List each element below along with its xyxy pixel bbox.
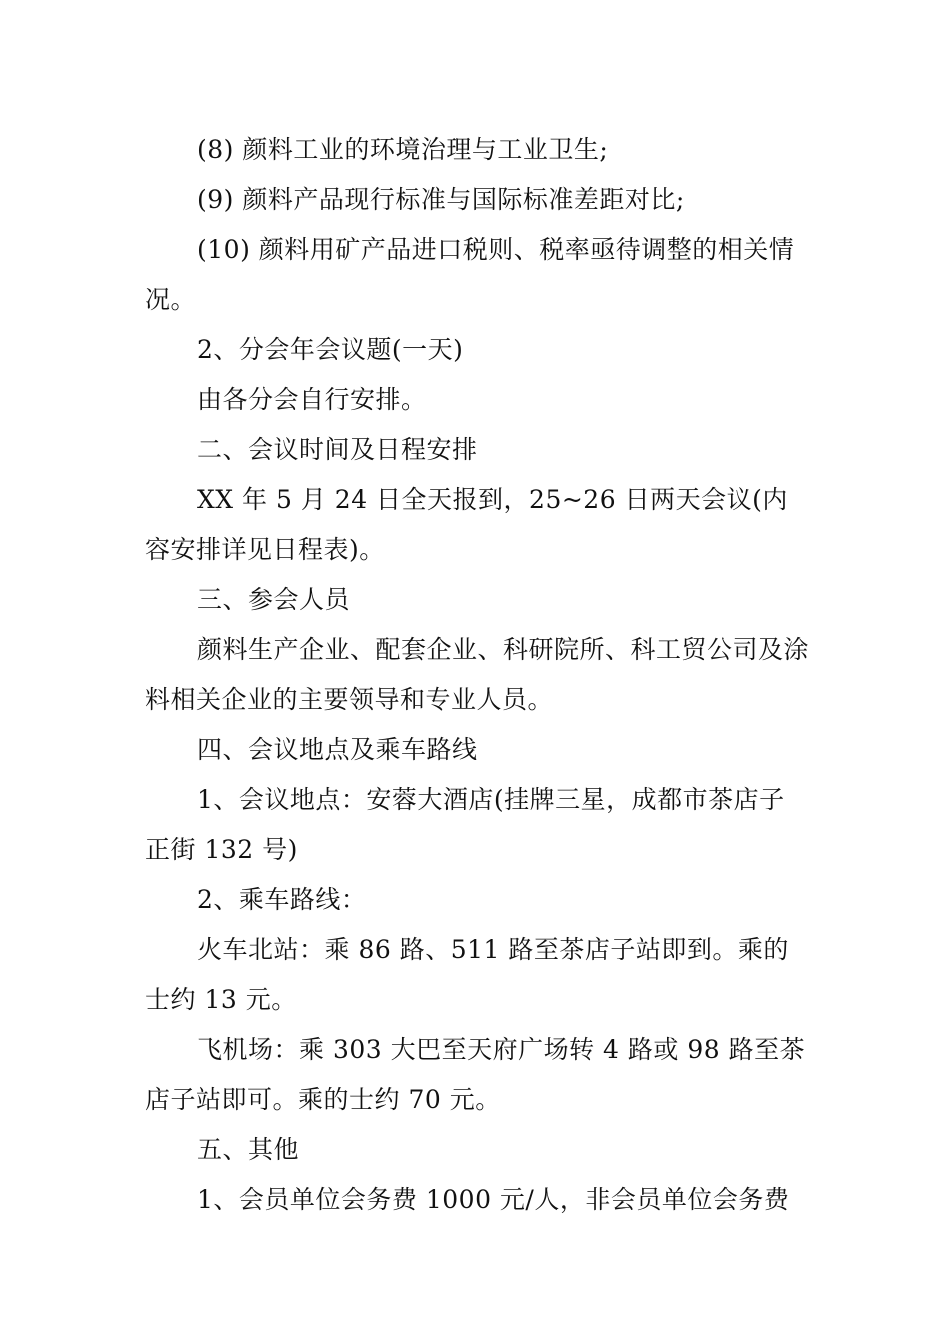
attendees-text: 颜料生产企业、配套企业、科研院所、科工贸公司及涂料相关企业的主要领导和专业人员。 <box>145 635 810 714</box>
section-4-heading: 四、会议地点及乘车路线 <box>197 735 478 764</box>
agenda-item-9: (9) 颜料产品现行标准与国际标准差距对比; <box>197 185 685 214</box>
section-3-heading: 三、参会人员 <box>197 585 351 614</box>
route-heading: 2、乘车路线： <box>197 885 367 914</box>
section-2-heading: 二、会议时间及日程安排 <box>197 435 478 464</box>
agenda-item-10: (10) 颜料用矿产品进口税则、税率亟待调整的相关情况。 <box>145 235 795 314</box>
section-5-heading: 五、其他 <box>197 1135 300 1164</box>
agenda-item-8: (8) 颜料工业的环境治理与工业卫生; <box>197 135 609 164</box>
branch-meeting-heading: 2、分会年会议题(一天) <box>197 335 464 364</box>
venue-text: 1、会议地点：安蓉大酒店(挂牌三星，成都市茶店子正街 132 号) <box>145 785 785 864</box>
branch-meeting-text: 由各分会自行安排。 <box>197 385 427 414</box>
route-airport: 飞机场：乘 303 大巴至天府广场转 4 路或 98 路至茶店子站即可。乘的士约 70 元。 <box>145 1035 806 1114</box>
route-train-station: 火车北站：乘 86 路、511 路至茶店子站即到。乘的士约 13 元。 <box>145 935 789 1014</box>
schedule-text: XX 年 5 月 24 日全天报到，25~26 日两天会议(内容安排详见日程表)。 <box>145 485 788 564</box>
fee-text: 1、会员单位会务费 1000 元/人，非会员单位会务费 <box>197 1185 790 1214</box>
